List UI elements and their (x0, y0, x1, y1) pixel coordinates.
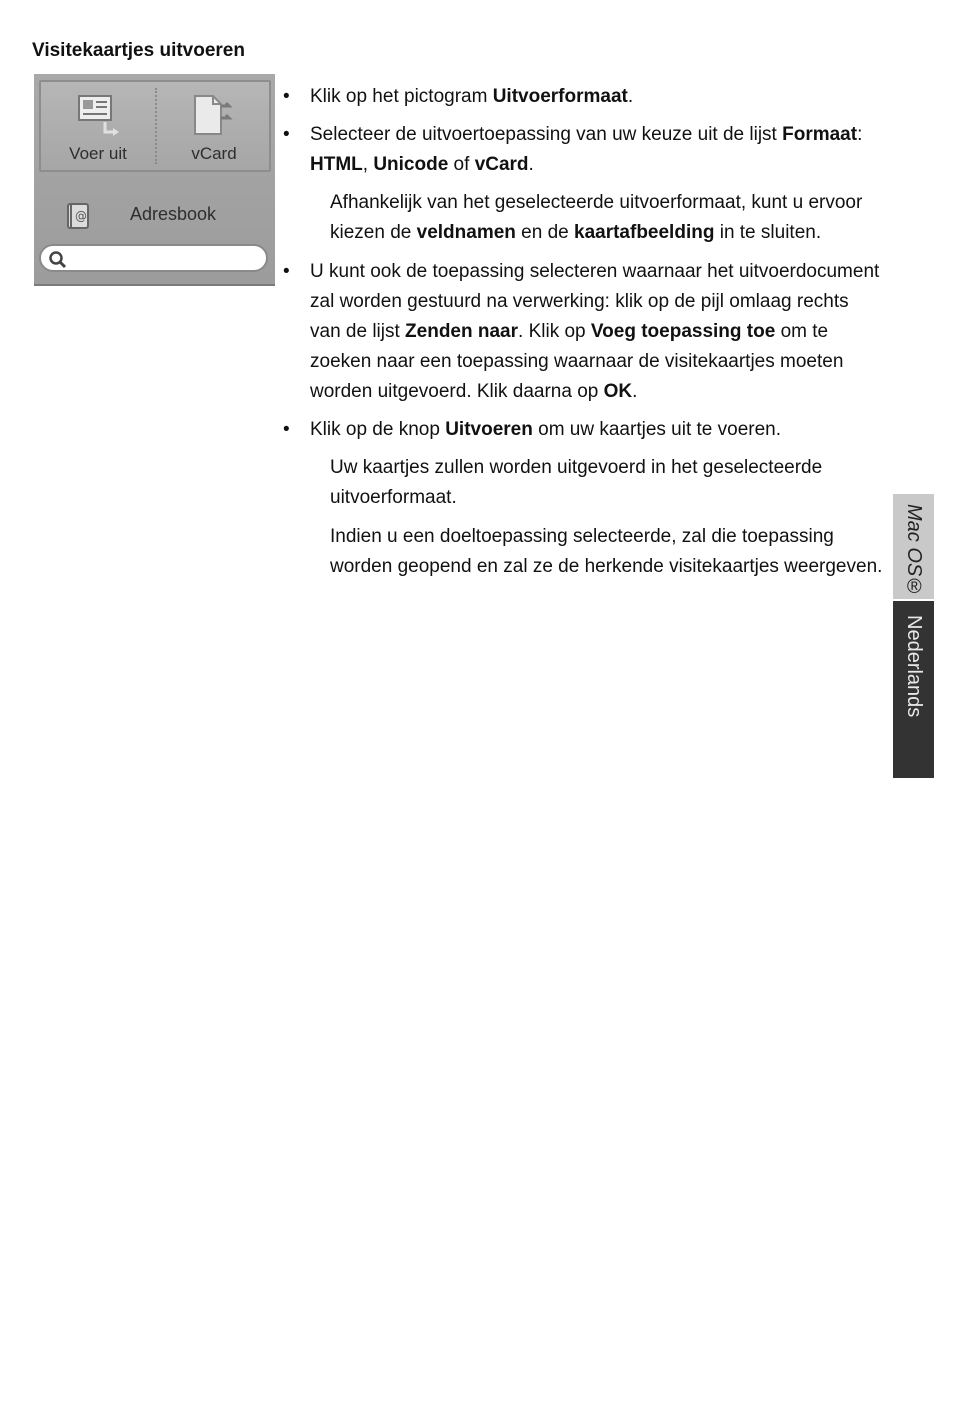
term-export: Uitvoeren (445, 419, 533, 440)
term-unicode: Unicode (373, 154, 449, 175)
search-icon (48, 250, 68, 270)
bullet: • (283, 124, 290, 145)
text: en de (515, 222, 574, 243)
vcard-button[interactable] (157, 82, 271, 170)
text: of (448, 154, 475, 175)
text: . (632, 381, 638, 402)
text: . (528, 154, 534, 175)
text: om uw kaartjes uit te voeren. (532, 419, 782, 440)
text: om te zoeken naar een toepassing waarnaar de visitekaartjes moeten worden uitgevoerd. Klik daarna op (310, 321, 844, 402)
instructions (283, 82, 883, 591)
side-tab-os-label: Mac OS® (903, 504, 925, 599)
export-icon (75, 94, 125, 140)
addressbook-button[interactable] (34, 194, 275, 234)
addressbook-icon (66, 202, 92, 230)
step-2 (283, 120, 883, 180)
vcard-label: vCard (191, 144, 237, 163)
text: U kunt ook de toepassing selecteren waarnaar het uitvoerdocument zal worden gestuurd na verwerking: klik op de pijl omlaag rechts van de lijst (310, 261, 880, 342)
bullet: • (283, 86, 290, 107)
svg-text:@: @ (75, 209, 87, 223)
side-tab-language-label: Nederlands (903, 615, 925, 718)
side-tab-os (893, 494, 934, 599)
step-list-continued (283, 257, 883, 445)
bullet: • (283, 419, 290, 440)
term-field-names: veldnamen (416, 222, 516, 243)
text: . (627, 86, 634, 107)
export-label: Voer uit (69, 144, 127, 163)
text: in te sluiten. (714, 222, 822, 243)
text: Klik op het pictogram (310, 86, 493, 107)
text: : (857, 124, 863, 145)
step-2-note (330, 188, 883, 248)
page-heading: Visitekaartjes uitvoeren (32, 40, 245, 61)
text: Selecteer de uitvoertoepassing van uw keuze uit de lijst (310, 124, 783, 145)
step-3 (283, 257, 883, 407)
term-send-to: Zenden naar (405, 321, 519, 342)
step-4 (283, 415, 883, 445)
term-card-image: kaartafbeelding (574, 222, 715, 243)
text: , (362, 154, 374, 175)
side-tab-language (893, 601, 934, 778)
text: . Klik op (518, 321, 591, 342)
addressbook-label: Adresbook (130, 204, 217, 224)
vcard-icon (191, 94, 241, 140)
term-html: HTML (310, 154, 363, 175)
term-add-application: Voeg toepassing toe (590, 321, 776, 342)
app-toolbar-screenshot (34, 74, 275, 286)
text: Afhankelijk van het geselecteerde uitvoerformaat, kunt u ervoor kiezen de (330, 192, 863, 243)
step-4-note-2: Indien u een doeltoepassing selecteerde, zal die toepassing worden geopend en zal ze de herkende visitekaartjes weergeven. (330, 526, 883, 577)
toolbar (39, 80, 271, 172)
text: Klik op de knop (310, 419, 446, 440)
term-output-format: Uitvoerformaat (492, 86, 628, 107)
export-button[interactable] (41, 82, 155, 170)
term-format: Formaat (782, 124, 858, 145)
term-ok: OK (603, 381, 633, 402)
search-field[interactable] (39, 244, 268, 272)
step-4-note-1: Uw kaartjes zullen worden uitgevoerd in het geselecteerde uitvoerformaat. (330, 457, 823, 508)
term-vcard: vCard (474, 154, 529, 175)
bullet: • (283, 261, 290, 282)
step-1 (283, 82, 883, 112)
step-list (283, 82, 883, 180)
search-input[interactable] (73, 249, 257, 269)
